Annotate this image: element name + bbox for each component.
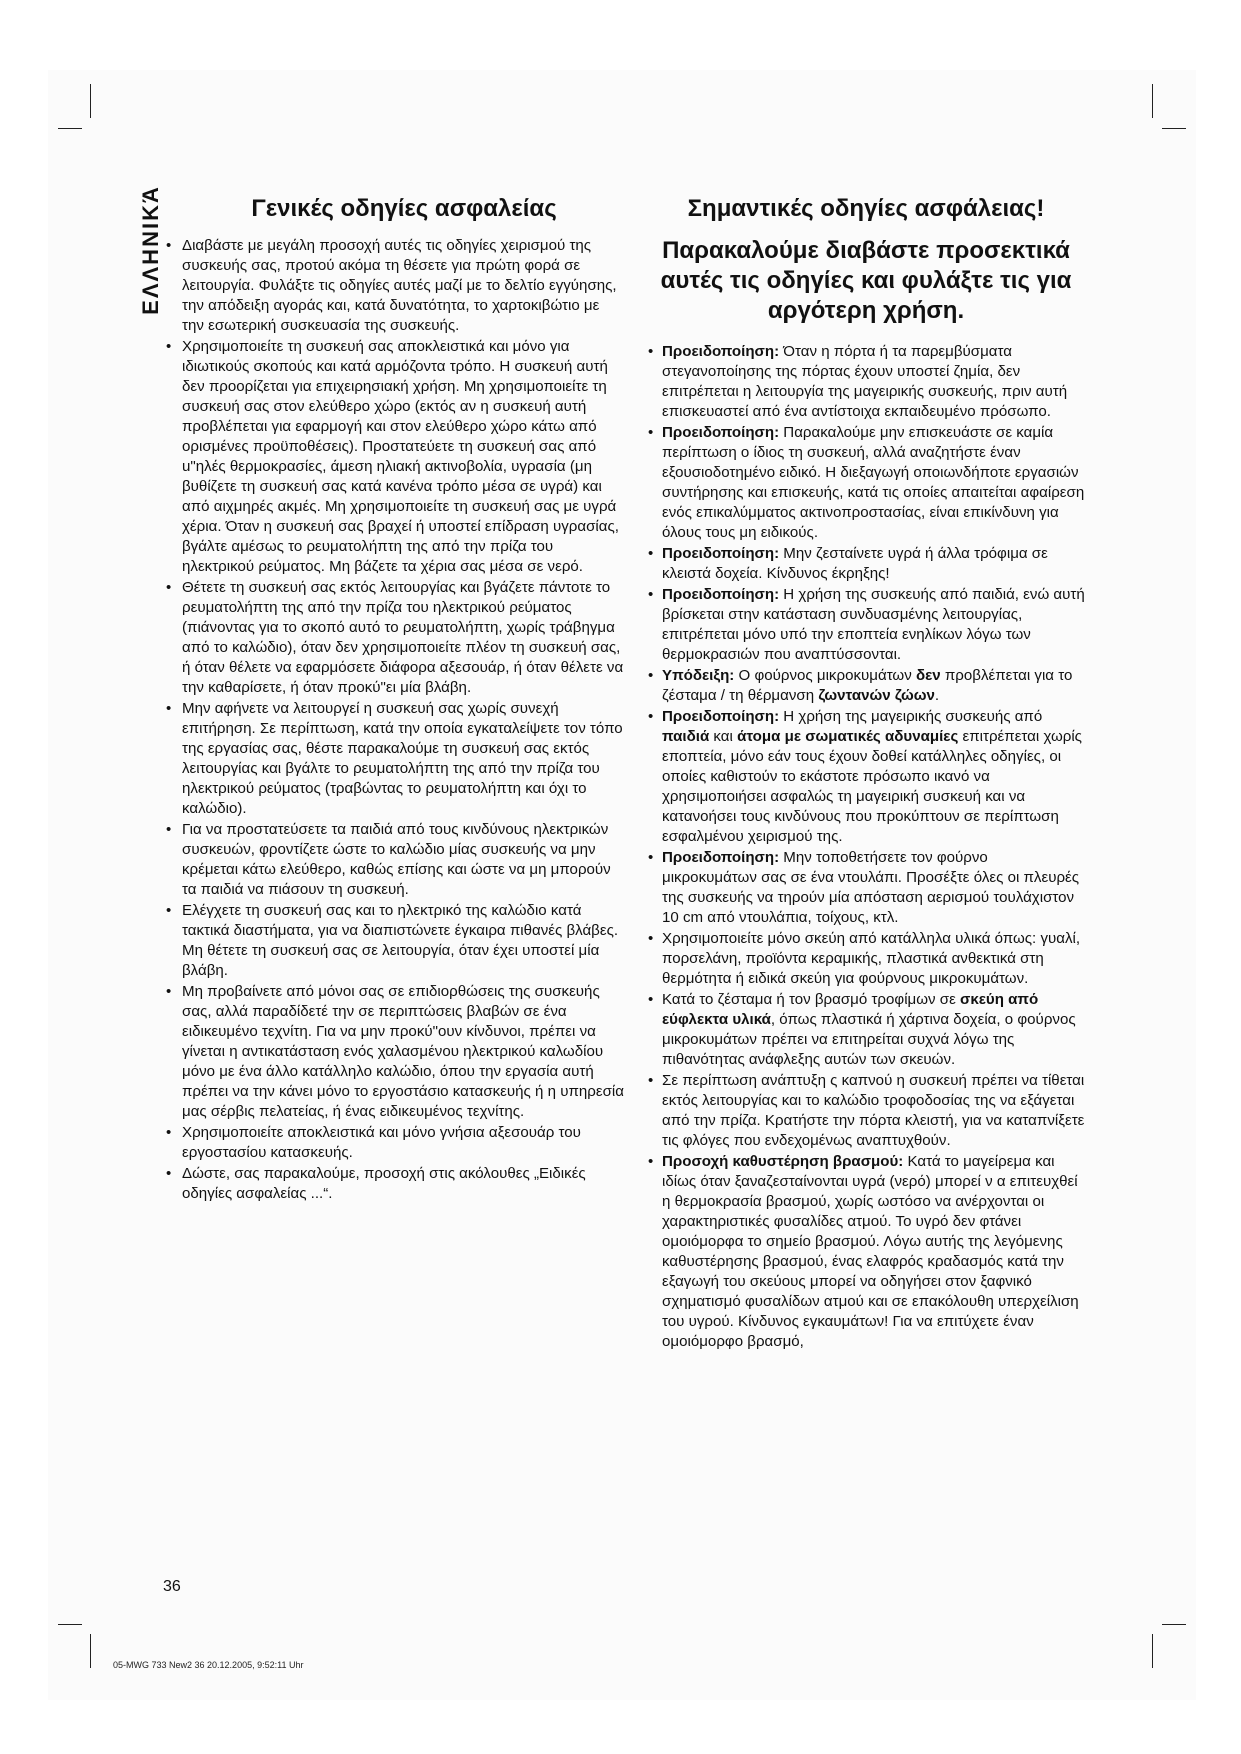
- list-item: [646, 707, 1086, 847]
- list-item: • Ελέγχετε τη συσκευή σας και το ηλεκτρικό της καλώδιο κατά τακτικά διαστήματα, για να διαπιστώνετε έγκαιρα πιθανές βλάβες. Μη θέτετε τη συσκευή σας σε λειτουργία, όταν έχει υποστεί μία βλάβη.: [164, 901, 624, 981]
- important-safety-subtitle: Παρακαλούμε διαβάστε προσεκτικά αυτές τις οδηγίες και φυλάξτε τις για αργότερη χρήση.: [660, 237, 1072, 324]
- crop-mark: [1162, 1624, 1186, 1625]
- list-item: • Μην αφήνετε να λειτουργεί η συσκευή σας χωρίς συνεχή επιτήρηση. Σε περίπτωση, κατά την οποία εγκαταλείψετε τον τόπο της εργασίας σας, θέστε παρακαλούμε τη συσκευή σας εκτός λειτουργίας και βγάλτε το ρευματολήπτη της από την πρίζα του ηλεκτρικού ρεύματος (τραβώντας το ρευματολήπτη και όχι το καλώδιο).: [164, 699, 624, 819]
- list-item: [646, 1152, 1086, 1352]
- text: Κατά το μαγείρεμα και ιδίως όταν ξαναζεσταίνονται υγρά (νερό) μπορεί ν α επιτευχθεί η θερμοκρασία βρασμού, χωρίς ωστόσο να ανέρχονται οι χαρακτηριστικές φυσαλίδες ατμού. Το υγρό δεν φτάνει ομοιόμορφα το σημείο βρασμού. Λόγω αυτής της λεγόμενης καθυστέρησης βρασμού, ένας ελαφρός κραδασμός κατά την εξαγωγή του σκεύους μπορεί να οδηγήσει στον ξαφνικό σχηματισμό φυσαλίδων ατμού και σε επακόλουθη υπερχείλιση του υγρού. Κίνδυνος εγκαυμάτων! Για να επιτύχετε έναν ομοιόμορφο βρασμό,: [662, 1153, 1079, 1350]
- general-safety-list: [164, 236, 624, 1204]
- bold-text: Προειδοποίηση:: [662, 586, 780, 603]
- bold-text: άτομα με σωματικές αδυναμίες: [737, 728, 959, 745]
- bold-text: ζωντανών ζώων: [818, 687, 935, 704]
- list-item: [646, 929, 1086, 989]
- text: και: [709, 728, 738, 745]
- general-safety-column: [164, 194, 624, 1205]
- bold-text: Προσοχή καθυστέρηση βρασμού:: [662, 1153, 904, 1170]
- general-safety-title: Γενικές οδηγίες ασφαλείας: [251, 195, 557, 222]
- page-number: 36: [163, 1578, 181, 1595]
- text: , όπως πλαστικά ή χάρτινα δοχεία, ο φούρνος μικροκυμάτων πρέπει να επιτηρείται συχνά λόγω της πιθανότητας ανάφλεξης αυτών των σκευών.: [662, 1011, 1076, 1068]
- print-footer: 05-MWG 733 New2 36 20.12.2005, 9:52:11 Uhr: [113, 1660, 304, 1670]
- crop-mark: [90, 1634, 91, 1668]
- text: προβλέπεται για το ζέσταμα / τη θέρμανση: [662, 667, 1073, 704]
- list-item: [646, 666, 1086, 706]
- list-item: • Θέτετε τη συσκευή σας εκτός λειτουργίας και βγάζετε πάντοτε το ρευματολήπτη της από την πρίζα του ηλεκτρικού ρεύματος (πιάνοντας για το σκοπό αυτό το ρευματολήπτη, χωρίς τράβηγμα από το καλώδιο), όταν δεν χρησιμοποιείτε πλέον τη συσκευή σας, ή όταν θέλετε να εφαρμόσετε διάφορα αξεσουάρ, ή όταν θέλετε να την καθαρίσετε, ή όταν προκύ"ει μία βλάβη.: [164, 578, 624, 698]
- text: Μην ζεσταίνετε υγρά ή άλλα τρόφιμα σε κλειστά δοχεία. Κίνδυνος έκρηξης!: [662, 545, 1048, 582]
- important-safety-title: Σημαντικές οδηγίες ασφάλειας!: [687, 195, 1045, 222]
- bold-text: Προειδοποίηση:: [662, 424, 780, 441]
- bold-text: παιδιά: [662, 728, 710, 745]
- list-item: • Διαβάστε με μεγάλη προσοχή αυτές τις οδηγίες χειρισμού της συσκευής σας, προτού ακόμα τη θέσετε για πρώτη φορά σε λειτουργία. Φυλάξτε τις οδηγίες αυτές μαζί με το δελτίο εγγύησης, την απόδειξη αγοράς και, κατά δυνατότητα, το χαρτοκιβώτιο με την εσωτερική συσκευασία της συσκευής.: [164, 236, 624, 336]
- language-side-label: ΕΛΛΗΝΙΚΆ: [138, 185, 163, 315]
- important-safety-list: [646, 342, 1086, 1352]
- list-item: • Δώστε, σας παρακαλούμε, προσοχή στις ακόλουθες „Ειδικές οδηγίες ασφαλείας ...“.: [164, 1164, 624, 1204]
- bold-text: Προειδοποίηση:: [662, 849, 780, 866]
- bold-text: Προειδοποίηση:: [662, 545, 780, 562]
- text: Παρακαλούμε μην επισκευάστε σε καμία περίπτωση ο ίδιος τη συσκευή, αλλά αναζητήστε έναν εξουσιοδοτημένο ειδικό. Η διεξαγωγή οποιωνδήποτε εργασιών συντήρησης και επισκευής, κατά τις οποίες απαιτείται αφαίρεση ενός επικαλύμματος ακτινοπροστασίας, είναι επικίνδυνη για όλους τους μη ειδικούς.: [662, 424, 1085, 541]
- list-item: • Χρησιμοποιείτε αποκλειστικά και μόνο γνήσια αξεσουάρ του εργοστασίου κατασκευής.: [164, 1123, 624, 1163]
- list-item: • Χρησιμοποιείτε τη συσκευή σας αποκλειστικά και μόνο για ιδιωτικούς σκοπούς και κατά αρμόζοντα τρόπο. Η συσκευή αυτή δεν προορίζεται για επιχειρησιακή χρήση. Μη χρησιμοποιείτε τη συσκευή σας στον ελεύθερο χώρο (εκτός αν η συσκευή αυτή προβλέπεται για εφαρμογή και στον ελεύθερο χώρο κάτω από ορισμένες προϋποθέσεις). Προστατεύετε τη συσκευή σας από u"ηλές θερμοκρασίες, άμεση ηλιακή ακτινοβολία, υγρασία (μη βυθίζετε τη συσκευή σας κατά κανένα τρόπο μέσα σε υγρά) και από αιχμηρές ακμές. Μη χρησιμοποιείτε τη συσκευή σας με υγρά χέρια. Όταν η συσκευή σας βραχεί ή υποστεί επίδραση υγρασίας, βγάλτε αμέσως το ρευματολήπτη της από την πρίζα του ηλεκτρικού ρεύματος. Μη βάζετε τα χέρια σας μέσα σε νερό.: [164, 337, 624, 577]
- bold-text: σκεύη από εύφλεκτα υλικά: [662, 991, 1039, 1028]
- text: Σε περίπτωση ανάπτυξη ς καπνού η συσκευή πρέπει να τίθεται εκτός λειτουργίας και το καλώδιο τροφοδοσίας της να εξάγεται από την πρίζα. Κρατήστε την πόρτα κλειστή, για να καταπνίξετε τις φλόγες που ενδεχομένως αναπτυχθούν.: [662, 1072, 1085, 1149]
- bold-text: δεν: [915, 667, 941, 684]
- list-item: [646, 423, 1086, 543]
- crop-mark: [58, 128, 82, 129]
- text: Όταν η πόρτα ή τα παρεμβύσματα στεγανοποίησης της πόρτας έχουν υποστεί ζημία, δεν επιτρέπεται η λειτουργία της μαγειρικής συσκευής, πριν αυτή επισκευαστεί από ένα αντίστοιχα εκπαιδευμένο πρόσωπο.: [662, 343, 1068, 420]
- text: Κατά το ζέσταμα ή τον βρασμό τροφίμων σε: [662, 991, 961, 1008]
- text: .: [934, 687, 940, 704]
- list-item: [646, 1071, 1086, 1151]
- list-item: [646, 544, 1086, 584]
- important-safety-column: [646, 194, 1086, 1353]
- text: επιτρέπεται χωρίς εποπτεία, μόνο εάν τους έχουν δοθεί κατάλληλες οδηγίες, οι οποίες καθιστούν το εκάστοτε πρόσωπο ικανό να χρησιμοποιήσει ασφαλώς τη μαγειρική συσκευή και να κατανοήσει τους κινδύνους που προκύπτουν σε περίπτωση εσφαλμένου χειρισμού της.: [662, 728, 1082, 845]
- text: Η χρήση της συσκευής από παιδιά, ενώ αυτή βρίσκεται στην κατάσταση συνδυασμένης λειτουργίας, επιτρέπεται μόνο υπό την εποπτεία ενηλίκων λόγω των θερμοκρασιών που αναπτύσσονται.: [662, 586, 1085, 663]
- list-item: [646, 342, 1086, 422]
- list-item: • Μη προβαίνετε από μόνοι σας σε επιδιορθώσεις της συσκευής σας, αλλά παραδίδετέ την σε περιπτώσεις βλαβών σε ένα ειδικευμένο τεχνίτη. Για να μην προκύ"ουν κίνδυνοι, πρέπει να γίνεται η αντικατάσταση ενός χαλασμένου ηλεκτρικού καλωδίου μόνο με ένα άλλο κατάλληλο καλώδιο, όπου την εργασία αυτή πρέπει να την κάνει μόνο το εργοστάσιο κατασκευής ή η υπηρεσία μας σέρβις πελατείας, ή ένας ειδικευμένος τεχνίτης.: [164, 982, 624, 1122]
- text: Ο φούρνος μικροκυμάτων: [734, 667, 916, 684]
- text: Μην τοποθετήσετε τον φούρνο μικροκυμάτων σας σε ένα ντουλάπι. Προσέξτε όλες οι πλευρές της συσκευής να τηρούν μία απόσταση αερισμού τουλάχιστον 10 cm από ντουλάπια, τοίχους, κτλ.: [662, 849, 1080, 926]
- list-item: [646, 585, 1086, 665]
- crop-mark: [1152, 1634, 1153, 1668]
- text: Χρησιμοποιείτε μόνο σκεύη από κατάλληλα υλικά όπως: γυαλί, πορσελάνη, προϊόντα κεραμικής, πλαστικά ανθεκτικά στη θερμότητα ή ειδικά σκεύη για φούρνους μικροκυμάτων.: [662, 930, 1081, 987]
- list-item: • Για να προστατεύσετε τα παιδιά από τους κινδύνους ηλεκτρικών συσκευών, φροντίζετε ώστε το καλώδιο μίας συσκευής να μην κρέμεται κάτω ελεύθερο, καθώς επίσης και ώστε να μη μπορούν τα παιδιά να πιάσουν τη συσκευή.: [164, 820, 624, 900]
- text: Η χρήση της μαγειρικής συσκευής από: [779, 708, 1043, 725]
- crop-mark: [58, 1624, 82, 1625]
- bold-text: Υπόδειξη:: [662, 667, 735, 684]
- list-item: [646, 848, 1086, 928]
- list-item: [646, 990, 1086, 1070]
- crop-mark: [90, 84, 91, 118]
- crop-mark: [1162, 128, 1186, 129]
- crop-mark: [1152, 84, 1153, 118]
- bold-text: Προειδοποίηση:: [662, 343, 780, 360]
- bold-text: Προειδοποίηση:: [662, 708, 780, 725]
